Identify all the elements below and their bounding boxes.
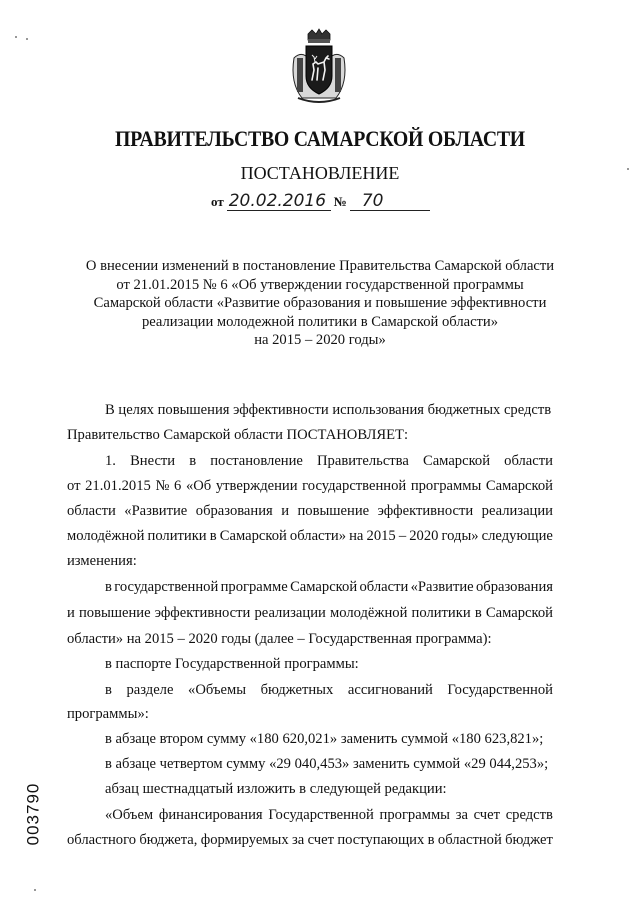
handwritten-date: 20.02.2016 — [227, 192, 331, 211]
body-line: изменения: — [67, 553, 137, 569]
body-line: от 21.01.2015 № 6 «Об утверждении государственной программы Самарской — [67, 478, 553, 494]
scan-speck — [627, 168, 629, 170]
body-line: в абзаце четвертом сумму «29 040,453» заменить суммой «29 044,253»; — [105, 756, 549, 772]
body-line: молодёжной политики в Самарской области» на 2015 – 2020 годы» следующие — [67, 528, 553, 544]
body-line: области» на 2015 – 2020 годы (далее – Государственная программа): — [67, 631, 492, 647]
body-line: абзац шестнадцатый изложить в следующей редакции: — [105, 781, 447, 797]
subject-line: реализации молодежной политики в Самарской области» — [141, 313, 499, 330]
coat-of-arms-emblem — [288, 28, 350, 106]
body-line: 1. Внести в постановление Правительства Самарской области — [105, 453, 553, 469]
scan-speck — [15, 36, 17, 38]
handwritten-number: 70 — [350, 192, 430, 211]
body-line: «Объем финансирования Государственной программы за счет средств — [105, 807, 553, 823]
subject-line: от 21.01.2015 № 6 «Об утверждении государственной программы — [116, 276, 524, 293]
subject-line: Самарской области «Развитие образования и повышение эффективности — [93, 295, 547, 311]
body-line: программы»: — [67, 706, 149, 722]
subject-line: на 2015 – 2020 годы» — [254, 332, 386, 348]
scan-speck — [26, 38, 28, 40]
body-line: в разделе «Объемы бюджетных ассигнований Государственной — [105, 682, 553, 698]
body-line: Правительство Самарской области ПОСТАНОВЛЯЕТ: — [67, 427, 409, 443]
body-line: В целях повышения эффективности использования бюджетных средств — [105, 402, 552, 418]
side-stamp-number — [12, 776, 52, 848]
body-line: в абзаце втором сумму «180 620,021» заменить суммой «180 623,821»; — [105, 731, 544, 747]
document-type: ПОСТАНОВЛЕНИЕ — [240, 163, 400, 183]
document-subject — [60, 257, 580, 350]
body-line: в паспорте Государственной программы: — [105, 656, 359, 672]
date-prefix: от — [211, 194, 224, 209]
body-line: в государственной программе Самарской области «Развитие образования — [105, 579, 553, 595]
organization-title: ПРАВИТЕЛЬСТВО САМАРСКОЙ ОБЛАСТИ — [115, 126, 525, 151]
body-line: и повышение эффективности реализации молодёжной политики в Самарской — [67, 605, 553, 621]
body-line: областного бюджета, формируемых за счет поступающих в областной бюджет — [67, 832, 553, 848]
body-line: области «Развитие образования и повышение эффективности реализации — [67, 503, 553, 519]
scan-speck — [34, 889, 36, 891]
number-prefix: № — [333, 194, 347, 209]
side-stamp-text: 003790 — [23, 782, 43, 846]
subject-line: О внесении изменений в постановление Правительства Самарской области — [85, 258, 555, 274]
date-number-line — [211, 192, 430, 211]
